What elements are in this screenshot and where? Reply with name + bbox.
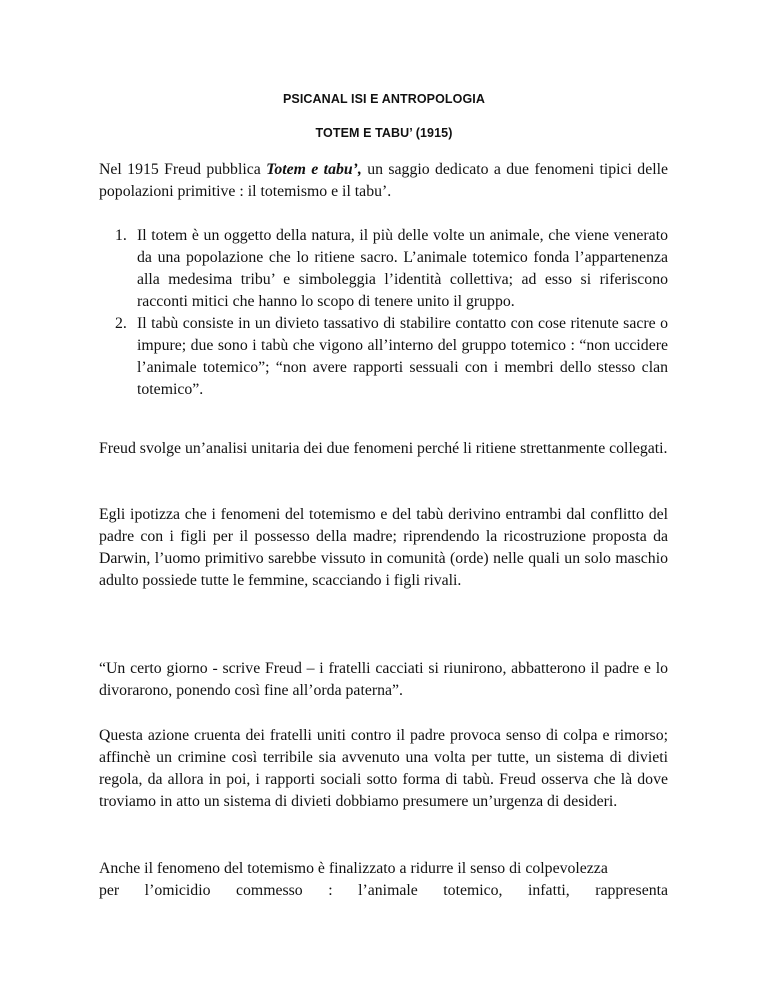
list-item-number: 2. [115,315,127,332]
final-paragraph-line: per l’omicidio commesso : l’animale totemico, infatti, rappresenta [99,882,668,899]
numbered-list [99,225,668,401]
quote-paragraph: “Un certo giorno - scrive Freud – i fratelli cacciati si riunirono, abbatterono il padre e lo divorarono, ponendo così fine all’orda paterna”. [99,660,668,699]
list-item-text: Il totem è un oggetto della natura, il più delle volte un animale, che viene venerato da una popolazione che lo ritiene sacro. L’animale totemico fonda l’appartenenza alla medesima tribu’ e simboleggia l’identità collettiva; ad esso si riferiscono racconti mitici che hanno lo scopo di tenere unito il gruppo. [137,227,668,310]
list-item [99,225,668,313]
document-heading: PSICANAL ISI E ANTROPOLOGIA [282,92,486,106]
work-title: Totem e tabu’, [266,161,362,178]
intro-text-end: un saggio dedicato a due fenomeni tipici delle popolazioni primitive : il totemismo e il tabu’. [99,161,668,200]
body-paragraph: Questa azione cruenta dei fratelli uniti contro il padre provoca senso di colpa e rimorso; affinchè un crimine così terribile sia avvenuto una volta per tutte, un sistema di divieti regola, da allora in poi, i rapporti sociali sotto forma di tabù. Freud osserva che là dove troviamo in atto un sistema di divieti dobbiamo presumere un’urgenza di desideri. [99,727,668,810]
document-subheading: TOTEM E TABU’ (1915) [315,126,453,140]
final-paragraph-line: Anche il fenomeno del totemismo è finalizzato a ridurre il senso di colpevolezza [99,860,608,877]
intro-paragraph [99,159,668,203]
body-paragraph: Egli ipotizza che i fenomeni del totemismo e del tabù derivino entrambi dal conflitto del padre con i figli per il possesso della madre; riprendendo la ricostruzione proposta da Darwin, l’uomo primitivo sarebbe vissuto in comunità (orde) nelle quali un solo maschio adulto possiede tutte le femmine, scacciando i figli rivali. [99,506,668,589]
intro-text-start: Nel 1915 Freud pubblica [99,161,267,178]
list-item-number: 1. [115,227,127,244]
body-paragraph: Freud svolge un’analisi unitaria dei due fenomeni perché li ritiene strettanmente collegati. [99,440,668,457]
list-item [99,313,668,401]
final-paragraph [99,858,668,902]
list-item-text: Il tabù consiste in un divieto tassativo di stabilire contatto con cose ritenute sacre o impure; due sono i tabù che vigono all’interno del gruppo totemico : “non uccidere l’animale totemico”; “non avere rapporti sessuali con i membri dello stesso clan totemico”. [137,315,668,398]
